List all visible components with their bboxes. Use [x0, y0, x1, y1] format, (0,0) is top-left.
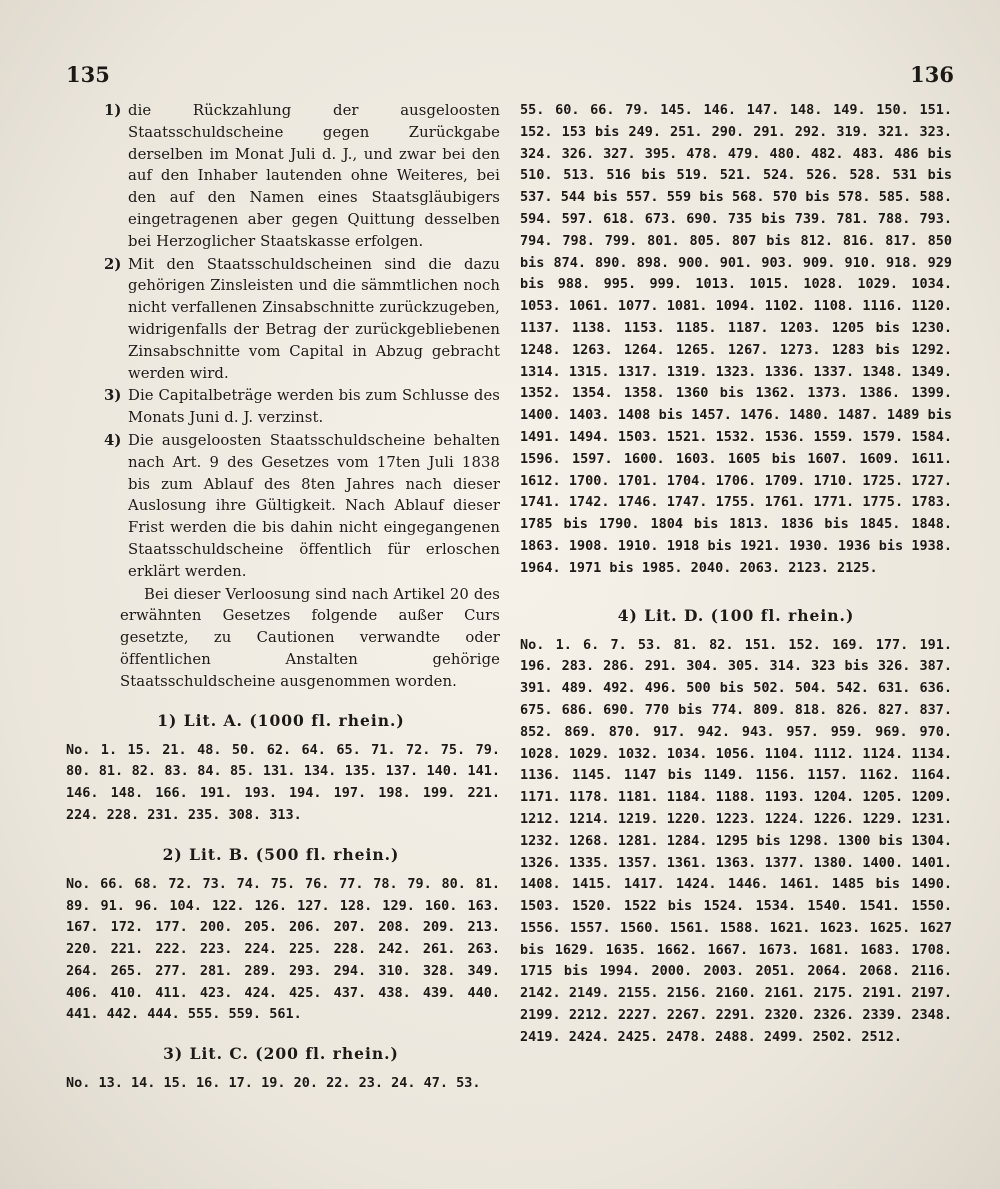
- lit-d-numbers: No. 1. 6. 7. 53. 81. 82. 151. 152. 169. 177. 191. 196. 283. 286. 291. 304. 305. 314. 323 bis 326. 387. 391. 489. 492. 496. 500 bis 502. 504. 542. 631. 636. 675. 686. 690. 770 bis 774. 809. 818. 826. 827. 837. 852. 869. 870. 917. 942. 943. 957. 959. 969. 970. 1028. 1029. 1032. 1034. 1056. 1104. 1112. 1124. 1134. 1136. 1145. 1147 bis 1149. 1156. 1157. 1162. 1164. 1171. 1178. 1181. 1184. 1188. 1193. 1204. 1205. 1209. 1212. 1214. 1219. 1220. 1223. 1224. 1226. 1229. 1231. 1232. 1268. 1281. 1284. 1295 bis 1298. 1300 bis 1304. 1326. 1335. 1357. 1361. 1363. 1377. 1380. 1400. 1401. 1408. 1415. 1417. 1424. 1446. 1461. 1485 bis 1490. 1503. 1520. 1522 bis 1524. 1534. 1540. 1541. 1550. 1556. 1557. 1560. 1561. 1588. 1621. 1623. 1625. 1627 bis 1629. 1635. 1662. 1667. 1673. 1681. 1683. 1708. 1715 bis 1994. 2000. 2003. 2051. 2064. 2068. 2116. 2142. 2149. 2155. 2156. 2160. 2161. 2175. 2191. 2197. 2199. 2212. 2227. 2267. 2291. 2320. 2326. 2339. 2348. 2419. 2424. 2425. 2478. 2488. 2499. 2502. 2512.: [520, 636, 952, 1045]
- right-column: [520, 100, 952, 1049]
- item-3-number: 3): [104, 387, 122, 405]
- item-4-text: Die ausgeloosten Staatsschuldscheine behalten nach Art. 9 des Gesetzes vom 17ten Juli 1838 bis zum Ablauf des 8ten Jahres nach dieser Auslosung ihre Gültigkeit. Nach Ablauf dieser Frist werden die bis dahin nicht eingegangenen Staatsschuldscheine öffentlich für erloschen erklärt werden.: [128, 431, 500, 580]
- item-3-text: Die Capitalbeträge werden bis zum Schlusse des Monats Juni d. J. verzinst.: [128, 387, 500, 427]
- lit-c-numbers-continued: 55. 60. 66. 79. 145. 146. 147. 148. 149. 150. 151. 152. 153 bis 249. 251. 290. 291. 292. 319. 321. 323. 324. 326. 327. 395. 478. 479. 480. 482. 483. 486 bis 510. 513. 516 bis 519. 521. 524. 526. 528. 531 bis 537. 544 bis 557. 559 bis 568. 570 bis 578. 585. 588. 594. 597. 618. 673. 690. 735 bis 739. 781. 788. 793. 794. 798. 799. 801. 805. 807 bis 812. 816. 817. 850 bis 874. 890. 898. 900. 901. 903. 909. 910. 918. 929 bis 988. 995. 999. 1013. 1015. 1028. 1029. 1034. 1053. 1061. 1077. 1081. 1094. 1102. 1108. 1116. 1120. 1137. 1138. 1153. 1185. 1187. 1203. 1205 bis 1230. 1248. 1263. 1264. 1265. 1267. 1273. 1283 bis 1292. 1314. 1315. 1317. 1319. 1323. 1336. 1337. 1348. 1349. 1352. 1354. 1358. 1360 bis 1362. 1373. 1386. 1399. 1400. 1403. 1408 bis 1457. 1476. 1480. 1487. 1489 bis 1491. 1494. 1503. 1521. 1532. 1536. 1559. 1579. 1584. 1596. 1597. 1600. 1603. 1605 bis 1607. 1609. 1611. 1612. 1700. 1701. 1704. 1706. 1709. 1710. 1725. 1727. 1741. 1742. 1746. 1747. 1755. 1761. 1771. 1775. 1783. 1785 bis 1790. 1804 bis 1813. 1836 bis 1845. 1848. 1863. 1908. 1910. 1918 bis 1921. 1930. 1936 bis 1938. 1964. 1971 bis 1985. 2040. 2063. 2123. 2125.: [520, 102, 952, 576]
- item-3: [62, 385, 500, 429]
- page-number-left: 135: [66, 62, 110, 87]
- page-number-right: 136: [910, 62, 954, 87]
- lit-c-numbers-start: No. 13. 14. 15. 16. 17. 19. 20. 22. 23. 24. 47. 53.: [66, 1075, 481, 1092]
- lit-d-heading: 4) Lit. D. (100 fl. rhein.): [617, 605, 855, 625]
- lit-a-numbers: No. 1. 15. 21. 48. 50. 62. 64. 65. 71. 72. 75. 79. 80. 81. 82. 83. 84. 85. 131. 134. 135. 137. 140. 141. 146. 148. 166. 191. 193. 194. 197. 198. 199. 221. 224. 228. 231. 235. 308. 313.: [66, 741, 500, 823]
- lit-b-numbers: No. 66. 68. 72. 73. 74. 75. 76. 77. 78. 79. 80. 81. 89. 91. 96. 104. 122. 126. 127. 128. 129. 160. 163. 167. 172. 177. 200. 205. 206. 207. 208. 209. 213. 220. 221. 222. 223. 224. 225. 228. 242. 261. 263. 264. 265. 277. 281. 289. 293. 294. 310. 328. 349. 406. 410. 411. 423. 424. 425. 437. 438. 439. 440. 441. 442. 444. 555. 559. 561.: [66, 875, 500, 1023]
- item-4: [62, 430, 500, 583]
- lit-c-heading: 3) Lit. C. (200 fl. rhein.): [163, 1044, 399, 1064]
- item-2: [62, 254, 500, 385]
- item-2-number: 2): [104, 255, 122, 273]
- left-column: [62, 100, 500, 1095]
- lit-b-heading: 2) Lit. B. (500 fl. rhein.): [162, 844, 400, 864]
- lit-a-heading: 1) Lit. A. (1000 fl. rhein.): [157, 710, 405, 730]
- item-1-text: die Rückzahlung der ausgeloosten Staatsschuldscheine gegen Zurückgabe derselben im Monat Juli d. J., und zwar bei den auf den Inhaber lautenden ohne Weiteres, bei den auf den Namen eines Staatsgläubigers eingetragenen aber gegen Quittung desselben bei Herzoglicher Staatskasse erfolgen.: [128, 102, 500, 250]
- exception-paragraph: Bei dieser Verloosung sind nach Artikel 20 des erwähnten Gesetzes folgende außer Curs gesetzte, zu Cautionen verwandte oder öffentlichen Anstalten gehörige Staatsschuldscheine ausgenommen worden.: [120, 585, 500, 690]
- item-1-number: 1): [104, 102, 122, 119]
- item-4-number: 4): [104, 431, 122, 449]
- item-2-text: Mit den Staatsschuldscheinen sind die dazu gehörigen Zinsleisten und die sämmtlichen noch nicht verfallenen Zinsabschnitte zurückzugeben, widrigenfalls der Betrag der zurückgebliebenen Zinsabschnitte vom Capital in Abzug gebracht werden wird.: [128, 255, 500, 382]
- item-1: [62, 100, 500, 253]
